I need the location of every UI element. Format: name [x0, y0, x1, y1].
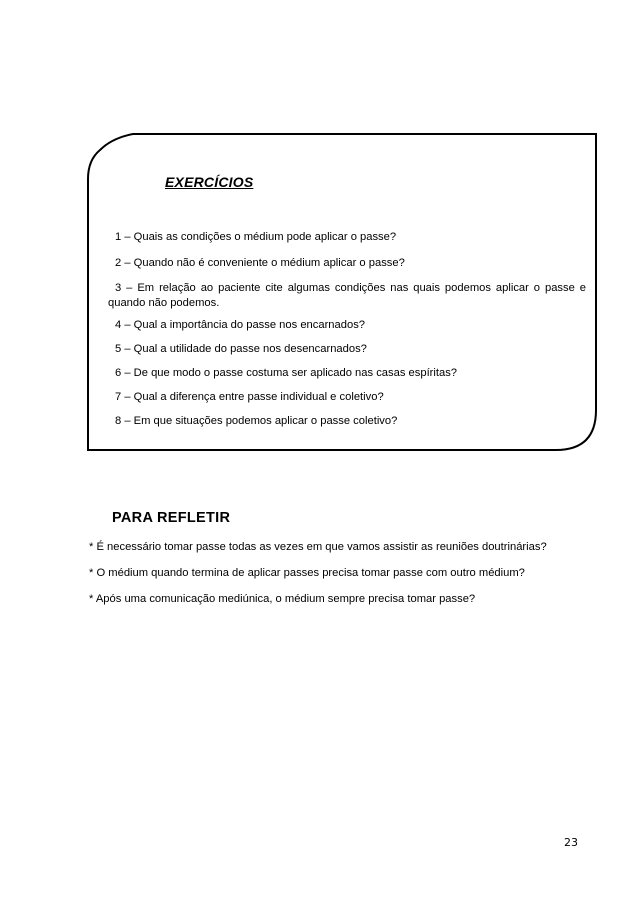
question-item: 1 – Quais as condições o médium pode aplicar o passe? — [115, 231, 397, 243]
question-item: 8 – Em que situações podemos aplicar o passe coletivo? — [115, 415, 398, 427]
exercises-title: EXERCÍCIOS — [165, 174, 254, 190]
question-item: 4 – Qual a importância do passe nos encarnados? — [115, 319, 366, 331]
question-text: 3 – Em relação ao paciente cite algumas condições nas quais podemos aplicar o passe e quando não podemos. — [108, 282, 586, 309]
reflect-title: PARA REFLETIR — [112, 510, 231, 526]
question-item: 2 – Quando não é conveniente o médium aplicar o passe? — [115, 257, 405, 269]
reflect-item: * É necessário tomar passe todas as vezes em que vamos assistir as reuniões doutrinárias? — [89, 541, 547, 553]
question-item: 6 – De que modo o passe costuma ser aplicado nas casas espíritas? — [115, 367, 458, 379]
page-number: 23 — [564, 836, 578, 849]
question-item: 5 – Qual a utilidade do passe nos desencarnados? — [115, 343, 367, 355]
reflect-item: * Após uma comunicação mediúnica, o médium sempre precisa tomar passe? — [89, 593, 476, 605]
reflect-item: * O médium quando termina de aplicar passes precisa tomar passe com outro médium? — [89, 567, 525, 579]
question-item: 7 – Qual a diferença entre passe individual e coletivo? — [115, 391, 384, 403]
question-item — [108, 281, 586, 311]
